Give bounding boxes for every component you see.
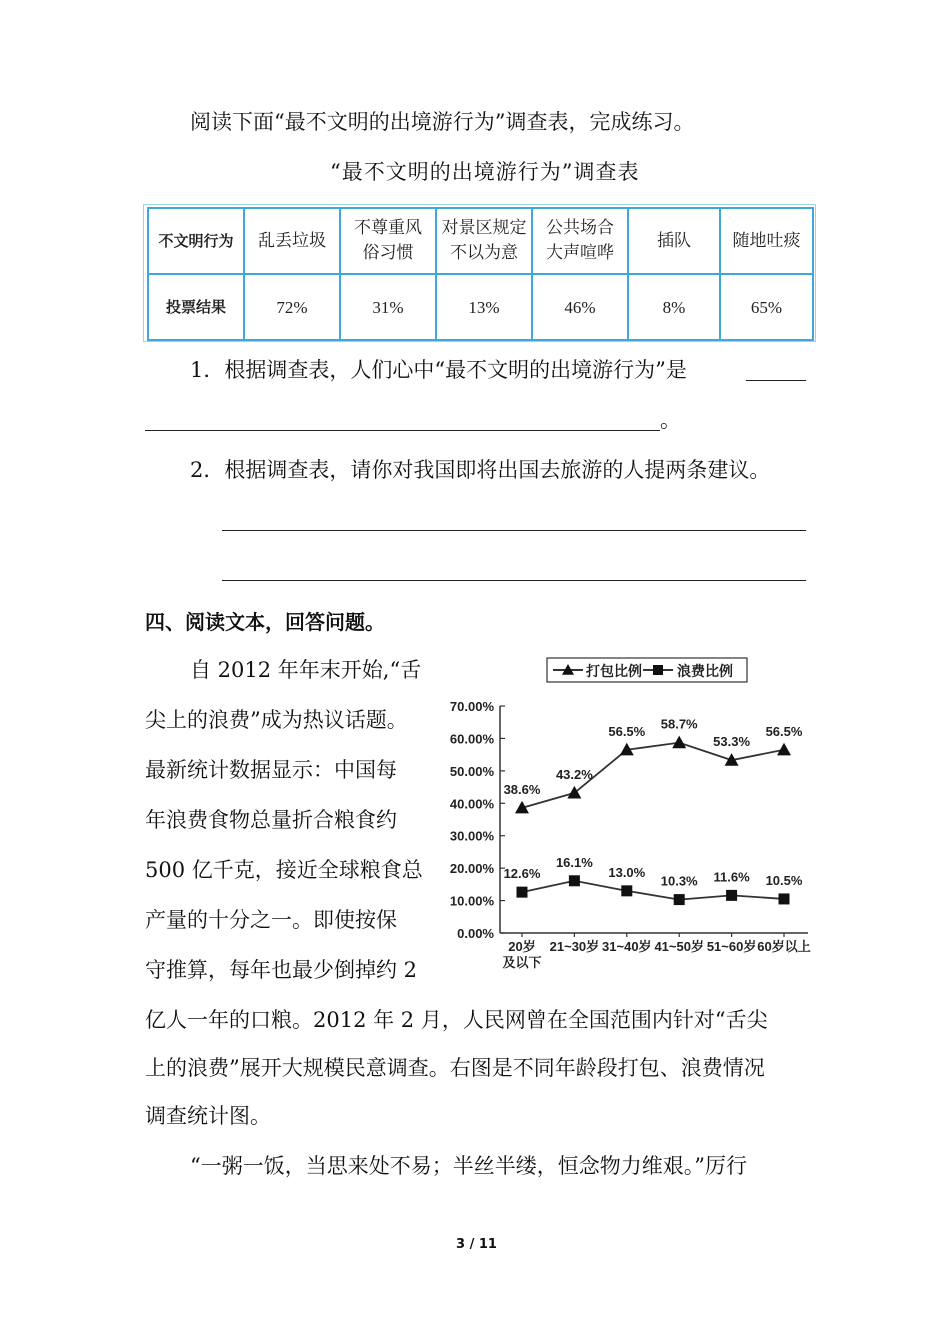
body-line: 守推算，每年也最少倒掉约 2: [145, 958, 418, 982]
body-line: 自 2012 年年末开始,“舌: [190, 658, 422, 682]
section-title: 四、阅读文本，回答问题。: [145, 610, 385, 634]
body-line: 最新统计数据显示：中国每: [145, 758, 397, 782]
behavior-line: 插队: [657, 230, 691, 251]
behavior-line: 随地吐痰: [732, 230, 801, 251]
answer-blank[interactable]: [746, 380, 806, 381]
body-line: 尖上的浪费”成为热议话题。: [145, 708, 408, 732]
y-tick-label: 40.00%: [449, 796, 494, 812]
body-line: 500 亿千克，接近全球粮食总: [145, 858, 423, 882]
data-label: 11.6%: [713, 869, 750, 885]
answer-blank[interactable]: [222, 580, 806, 581]
data-point-square: [517, 887, 528, 898]
behavior-cell: [436, 208, 532, 274]
data-label: 16.1%: [555, 854, 593, 870]
legend-label: 浪费比例: [677, 663, 733, 679]
behavior-line: 大声喧哗: [546, 243, 614, 263]
y-tick-label: 20.00%: [449, 861, 494, 877]
page-number: 3 / 11: [456, 1237, 497, 1252]
data-point-square: [569, 875, 580, 886]
data-label: 53.3%: [713, 734, 751, 750]
data-label: 58.7%: [660, 716, 698, 732]
data-label: 56.5%: [765, 723, 803, 739]
data-point-square: [674, 894, 685, 905]
question-1-end: 。: [660, 408, 681, 432]
data-label: 38.6%: [503, 781, 541, 797]
behavior-cell: [720, 208, 813, 274]
result-cell: 46%: [532, 274, 628, 340]
square-icon: [653, 665, 663, 675]
behavior-line: 公共场合: [546, 218, 614, 238]
x-tick-label: 60岁以上: [757, 939, 811, 954]
data-label: 10.3%: [660, 873, 698, 889]
data-point-square: [726, 890, 737, 901]
survey-table: [147, 207, 814, 341]
behavior-cell: [532, 208, 628, 274]
data-point-square: [779, 893, 790, 904]
behavior-line: 俗习惯: [362, 243, 414, 263]
result-cell: 13%: [436, 274, 532, 340]
answer-blank[interactable]: [145, 430, 660, 431]
data-label: 43.2%: [555, 766, 593, 782]
data-point-square: [621, 885, 632, 896]
behavior-line: 对景区规定: [441, 218, 527, 238]
x-tick-label: 20岁: [508, 939, 536, 954]
behavior-cell: [628, 208, 720, 274]
y-tick-label: 30.00%: [449, 828, 494, 844]
y-tick-label: 70.00%: [449, 699, 494, 714]
behavior-cell: [244, 208, 340, 274]
y-tick-label: 50.00%: [449, 763, 494, 779]
table-title: “最不文明的出境游行为”调查表: [330, 160, 640, 184]
answer-blank[interactable]: [222, 530, 806, 531]
legend-label: 打包比例: [586, 663, 642, 679]
x-tick-label: 31~40岁: [602, 939, 652, 954]
behavior-cell: [340, 208, 436, 274]
body-line: 调查统计图。: [145, 1104, 271, 1128]
result-cell: 65%: [720, 274, 813, 340]
result-cell: 8%: [628, 274, 720, 340]
body-line: 年浪费食物总量折合粮食约: [145, 808, 397, 832]
data-label: 10.5%: [765, 872, 803, 888]
x-tick-label: 及以下: [502, 955, 542, 970]
chart-svg: [440, 650, 830, 970]
question-2: 2．根据调查表，请你对我国即将出国去旅游的人提两条建议。: [190, 458, 771, 482]
behavior-line: 不尊重风: [354, 218, 422, 238]
behavior-line: 不以为意: [450, 243, 518, 263]
row-header-result: 投票结果: [148, 274, 244, 340]
behavior-line: 乱丢垃圾: [258, 230, 326, 251]
data-label: 13.0%: [608, 864, 646, 880]
y-tick-label: 60.00%: [449, 731, 494, 747]
body-line: 产量的十分之一。即使按保: [145, 908, 397, 932]
data-label: 56.5%: [608, 723, 646, 739]
x-tick-label: 51~60岁: [706, 939, 757, 954]
body-line: 亿人一年的口粮。2012 年 2 月，人民网曾在全国范围内针对“舌尖: [145, 1008, 768, 1032]
body-line: “一粥一饭，当思来处不易；半丝半缕，恒念物力维艰。”厉行: [190, 1154, 747, 1178]
question-1: 1．根据调查表，人们心中“最不文明的出境游行为”是: [190, 358, 687, 382]
intro-text: 阅读下面“最不文明的出境游行为”调查表，完成练习。: [190, 110, 695, 134]
row-header-behavior: 不文明行为: [148, 208, 244, 274]
x-tick-label: 21~30岁: [549, 939, 600, 954]
line-chart: [440, 650, 830, 970]
data-point-triangle: [777, 743, 791, 756]
data-label: 12.6%: [503, 866, 541, 882]
result-cell: 31%: [340, 274, 436, 340]
y-tick-label: 0.00%: [457, 926, 494, 941]
result-cell: 72%: [244, 274, 340, 340]
x-tick-label: 41~50岁: [654, 939, 704, 954]
data-point-triangle: [672, 736, 686, 749]
body-line: 上的浪费”展开大规模民意调查。右图是不同年龄段打包、浪费情况: [145, 1056, 765, 1080]
y-tick-label: 10.00%: [449, 893, 494, 909]
